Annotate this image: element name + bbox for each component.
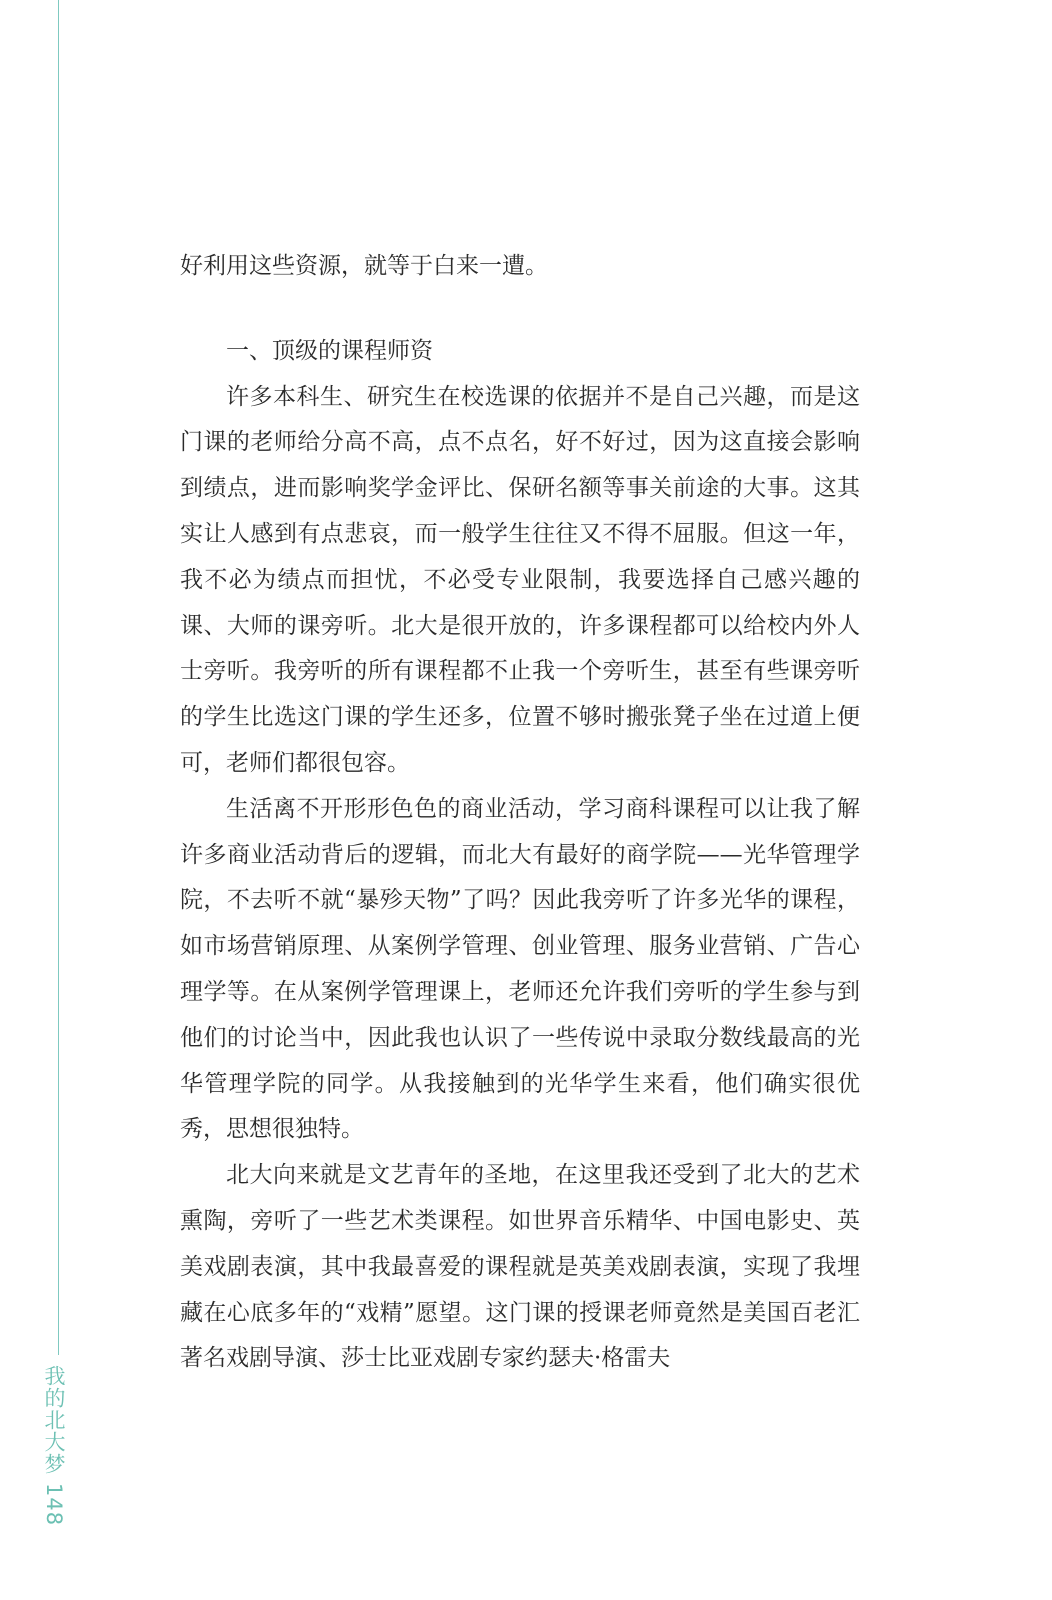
book-title: 我的北大梦 [42,1365,66,1475]
section-heading: 一、顶级的课程师资 [226,337,433,364]
page-number: 148 [42,1483,66,1527]
paragraph: 北大向来就是文艺青年的圣地，在这里我还受到了北大的艺术熏陶，旁听了一些艺术类课程。如世界音乐精华、中国电影史、英美戏剧表演，其中我最喜爱的课程就是英美戏剧表演，实现了我埋藏在心底多年的“戏精”愿望。这门课的授课老师竟然是美国百老汇著名戏剧导演、莎士比亚戏剧专家约瑟夫·格雷夫 [180,1162,860,1372]
page-body [180,244,860,1382]
continued-paragraph: 好利用这些资源，就等于白来一遭。 [180,253,548,279]
margin-rule [58,0,59,1355]
paragraph: 许多本科生、研究生在校选课的依据并不是自己兴趣，而是这门课的老师给分高不高，点不点名，好不好过，因为这直接会影响到绩点，进而影响奖学金评比、保研名额等事关前途的大事。这其实让人感到有点悲哀，而一般学生往往又不得不屈服。但这一年，我不必为绩点而担忧，不必受专业限制，我要选择自己感兴趣的课、大师的课旁听。北大是很开放的，许多课程都可以给校内外人士旁听。我旁听的所有课程都不止我一个旁听生，甚至有些课旁听的学生比选这门课的学生还多，位置不够时搬张凳子坐在过道上便可，老师们都很包容。 [180,383,860,776]
running-footer [42,1365,68,1526]
paragraph: 生活离不开形形色色的商业活动，学习商科课程可以让我了解许多商业活动背后的逻辑，而北大有最好的商学院——光华管理学院，不去听不就“暴殄天物”了吗？因此我旁听了许多光华的课程，如市场营销原理、从案例学管理、创业管理、服务业营销、广告心理学等。在从案例学管理课上，老师还允许我们旁听的学生参与到他们的讨论当中，因此我也认识了一些传说中录取分数线最高的光华管理学院的同学。从我接触到的光华学生来看，他们确实很优秀，思想很独特。 [180,795,860,1143]
